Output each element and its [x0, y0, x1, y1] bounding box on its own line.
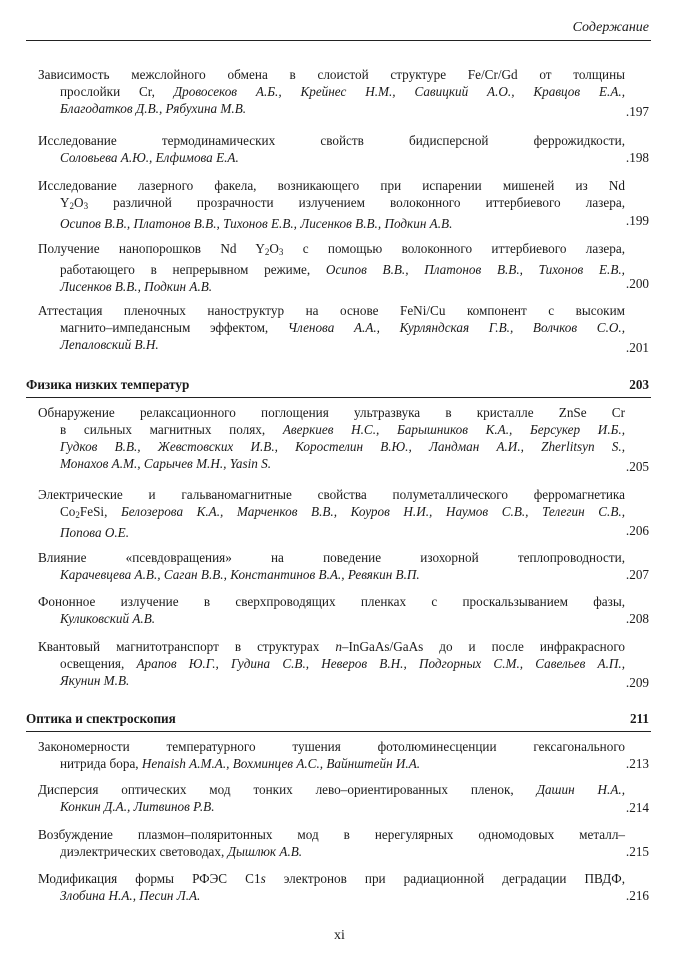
toc-entry[interactable] [38, 404, 625, 472]
entry-authors: Аверкиев Н.С., Барышников К.А., Берсукер И.Б., [282, 422, 625, 437]
entry-authors: Henaish А.М.А., Вохминцев А.С., Вайнштейн И.А. [141, 756, 421, 771]
entry-authors: Арапов Ю.Г., Гудина С.В., Неверов В.Н., Подгорных С.М., Савельев А.П., [136, 656, 625, 671]
section-title: Оптика и спектроскопия [26, 711, 176, 726]
page-number: .208 [625, 611, 649, 626]
entry-title-line: Фононное излучение в сверхпроводящих пленках с проскальзыванием фазы, [38, 594, 625, 609]
italic-s: s [260, 871, 266, 886]
entry-authors: Осипов В.В., Платонов В.В., Тихонов Е.В., Лисенков В.В., Подкин А.В. [60, 216, 453, 231]
entry-authors: Осипов В.В., Платонов В.В., Тихонов Е.В., [325, 262, 625, 277]
entry-title-line: Электрические и гальваномагнитные свойства полуметаллического ферромагнетика [38, 487, 625, 502]
entry-authors-cont: Лисенков В.В., Подкин А.В. [60, 279, 213, 294]
formula-y: Y [255, 241, 265, 256]
entry-authors-cont: Попова О.Е. [60, 525, 130, 540]
entry-title-part: –InGaAs/GaAs до и после инфракрасного [341, 639, 625, 654]
entry-line [38, 503, 625, 524]
page-number: .214 [625, 800, 649, 815]
running-head: Содержание [572, 20, 649, 35]
entry-title-cont: в сильных магнитных полях, [60, 422, 283, 437]
page-number: .205 [625, 459, 649, 474]
formula-co: Co [60, 504, 76, 519]
page-folio: xi [334, 928, 345, 943]
entry-title-part: Получение нанопорошков Nd [38, 241, 256, 256]
page-number: .200 [625, 276, 649, 291]
entry-title-line [38, 781, 625, 798]
entry-authors-cont: Конкин Д.А., Литвинов Р.В. [60, 799, 215, 814]
toc-entry[interactable] [38, 240, 625, 295]
toc-entry[interactable] [38, 132, 625, 166]
entry-line [38, 755, 625, 772]
page-number: .216 [625, 888, 649, 903]
entry-line [38, 655, 625, 672]
entry-authors-cont: Благодатков Д.В., Рябухина М.В. [60, 101, 247, 116]
entry-authors: Дышлюк А.В. [227, 844, 303, 859]
toc-entry[interactable] [38, 870, 625, 904]
entry-authors: Дашин Н.А., [536, 782, 625, 797]
entry-line [38, 319, 625, 336]
formula-sub: 2 [75, 510, 80, 520]
formula-o: O [269, 241, 279, 256]
page-number: .213 [625, 756, 649, 771]
toc-entry[interactable] [38, 738, 625, 772]
entry-line [38, 83, 625, 100]
section-heading[interactable] [26, 711, 651, 727]
page-number: .209 [625, 675, 649, 690]
section-rule [26, 731, 651, 732]
entry-title-line: Влияние «псевдовращения» на поведение изохорной теплопроводности, [38, 550, 625, 565]
formula-sub: 3 [83, 201, 89, 211]
entry-authors: Куликовский А.В. [60, 611, 156, 626]
entry-title-part: с помощью волоконного иттербиевого лазера, [283, 241, 626, 256]
entry-authors-cont: Якунин М.В. [60, 673, 130, 688]
entry-title-part: Дисперсия оптических мод тонких лево–ориентированных пленок, [38, 782, 537, 797]
entry-title-line [38, 870, 625, 887]
entry-authors: Белозерова К.А., Марченков В.В., Коуров Н.И., Наумов С.В., Телегин С.В., [120, 504, 625, 519]
toc-entry[interactable] [38, 66, 625, 117]
page-number: .207 [625, 567, 649, 582]
toc-entry[interactable] [38, 177, 625, 232]
entry-title-line: Исследование термодинамических свойств бидисперсной феррожидкости, [38, 133, 625, 148]
entry-title-cont: прослойки Cr, [60, 84, 174, 99]
formula-o: O [74, 195, 84, 210]
entry-title-cont: нитрида бора, [60, 756, 142, 771]
toc-entry[interactable] [38, 638, 625, 689]
entry-authors: Карачевцева А.В., Саган В.В., Константинов В.А., Ревякин В.П. [60, 567, 420, 582]
toc-entry[interactable] [38, 826, 625, 860]
entry-title-line: Обнаружение релаксационного поглощения ультразвука в кристалле ZnSe Cr [38, 405, 625, 420]
entry-title-line: Исследование лазерного факела, возникающего при испарении мишеней из Nd [38, 178, 625, 193]
entry-title-part: электронов при радиационной деградации ПВДФ, [265, 871, 625, 886]
italic-n: n [335, 639, 342, 654]
entry-authors-cont: Лепаловский В.Н. [60, 337, 159, 352]
entry-line [38, 261, 625, 278]
section-page-number: 211 [629, 711, 649, 726]
entry-authors-cont: Монахов А.М., Сарычев М.Н., Yasin S. [60, 456, 272, 471]
formula-sub: 2 [264, 247, 270, 257]
entry-authors-cont: Гудков В.В., Жевстовских И.В., Коростелин В.Ю., Ландман А.И., Zherlitsyn S., [60, 439, 625, 454]
entry-title-cont: различной прозрачности излучением волоконного иттербиевого лазера, [88, 195, 625, 210]
entry-title-line: Зависимость межслойного обмена в слоистой структуре Fe/Cr/Gd от толщины [38, 67, 625, 82]
section-page-number: 203 [629, 377, 649, 392]
entry-title-line: Закономерности температурного тушения фотолюминесценции гексагонального [38, 739, 625, 754]
entry-line [38, 194, 625, 215]
entry-line [38, 421, 625, 438]
entry-authors: Дровосеков А.Б., Крейнес Н.М., Савицкий А.О., Кравцов Е.А., [173, 84, 625, 99]
section-title: Физика низких температур [26, 377, 190, 392]
formula-y: Y [60, 195, 70, 210]
toc-entry[interactable] [38, 549, 625, 583]
toc-entry[interactable] [38, 302, 625, 353]
entry-title-line: Аттестация пленочных наноструктур на основе FeNi/Cu компонент с высоким [38, 303, 625, 318]
entry-title-line [38, 240, 625, 261]
entry-authors: Злобина Н.А., Песин Л.А. [60, 888, 201, 903]
entry-line [38, 843, 625, 860]
entry-title-cont: магнито–импедансным эффектом, [60, 320, 288, 335]
formula-sub: 3 [278, 247, 284, 257]
page-number: .206 [625, 523, 649, 538]
page-number: .201 [625, 340, 649, 355]
entry-title-part: Квантовый магнитотранспорт в структурах [38, 639, 336, 654]
entry-authors: Членова А.А., Курляндская Г.В., Волчков С.О., [287, 320, 625, 335]
entry-title-cont: диэлектрических световодах, [60, 844, 228, 859]
entry-title-part: Модификация формы РФЭС C1 [38, 871, 261, 886]
page-number: .215 [625, 844, 649, 859]
entry-title-line: Возбуждение плазмон–поляритонных мод в нерегулярных одномодовых металл– [38, 827, 625, 842]
section-rule [26, 397, 651, 398]
toc-entry[interactable] [38, 486, 625, 541]
entry-authors: Соловьева А.Ю., Елфимова Е.А. [60, 150, 239, 165]
entry-title-line [38, 638, 625, 655]
formula-sub: 2 [69, 201, 75, 211]
entry-title-cont: работающего в непрерывном режиме, [60, 262, 326, 277]
page-number: .197 [625, 104, 649, 119]
toc-entry[interactable] [38, 593, 625, 627]
entry-title-cont: освещения, [60, 656, 137, 671]
page-number: .198 [625, 150, 649, 165]
page-number: .199 [625, 213, 649, 228]
entry-title-cont: FeSi, [79, 504, 121, 519]
toc-entry[interactable] [38, 781, 625, 815]
section-heading[interactable] [26, 377, 651, 393]
